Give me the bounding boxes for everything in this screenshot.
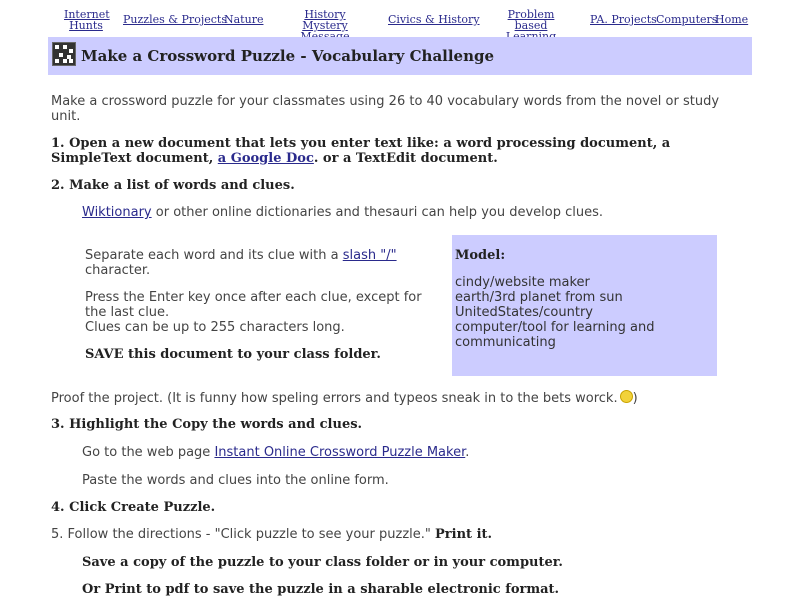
step-5	[51, 527, 771, 542]
proof-text	[51, 390, 771, 406]
wiktionary-text: or other online dictionaries and thesauri can help you develop clues.	[151, 205, 604, 220]
nav-nature[interactable]: Nature	[224, 13, 264, 26]
nav-label: Hunts	[69, 19, 103, 32]
nav-label: Problem based	[507, 8, 555, 32]
model-line: UnitedStates/country	[455, 305, 593, 320]
title-banner	[48, 37, 752, 75]
step-1	[51, 136, 771, 166]
step-1-text: SimpleText document,	[51, 151, 218, 166]
step-1-text: . or a TextEdit document.	[313, 151, 498, 166]
save-document-instruction: SAVE this document to your class folder.	[85, 347, 381, 362]
crossword-grid-icon	[52, 42, 76, 66]
clue-limit-text: Clues can be up to 255 characters long.	[85, 320, 345, 335]
goto-text: .	[465, 445, 470, 460]
intro-text	[51, 94, 751, 124]
separate-text: Separate each word and its clue with a	[85, 248, 343, 263]
intro-line: Make a crossword puzzle for your classmates using 26 to 40 vocabulary words from the novel or study	[51, 94, 720, 109]
nav-label: History Mystery	[302, 8, 348, 32]
enter-instruction	[85, 290, 445, 335]
proof-line: Proof the project. (It is funny how speling errors and typeos sneak in to the bets worck.	[51, 391, 618, 406]
enter-text: the last clue.	[85, 305, 170, 320]
nav-civics-history[interactable]: Civics & History	[388, 13, 480, 26]
intro-line: unit.	[51, 109, 81, 124]
step-5-text: 5. Follow the directions - "Click puzzle to see your puzzle."	[51, 527, 436, 542]
step-3: 3. Highlight the Copy the words and clues.	[51, 417, 363, 432]
model-line: computer/tool for learning and	[455, 320, 655, 335]
model-line: earth/3rd planet from sun	[455, 290, 623, 305]
print-pdf-instruction: Or Print to pdf to save the puzzle in a sharable electronic format.	[82, 582, 560, 597]
wiktionary-tip	[82, 205, 603, 220]
nav-home[interactable]: Home	[715, 13, 749, 26]
separate-instruction	[85, 248, 435, 278]
top-navigation	[0, 6, 800, 36]
goto-instruction	[82, 445, 469, 460]
smiley-icon	[620, 390, 633, 403]
wiktionary-link[interactable]: Wiktionary	[82, 205, 152, 220]
page-title: Make a Crossword Puzzle - Vocabulary Challenge	[81, 47, 495, 65]
nav-computers[interactable]: Computers	[656, 13, 718, 26]
save-copy-instruction: Save a copy of the puzzle to your class folder or in your computer.	[82, 555, 563, 570]
goto-text: Go to the web page	[82, 445, 215, 460]
crossword-maker-link[interactable]: Instant Online Crossword Puzzle Maker	[214, 445, 466, 460]
proof-close: )	[632, 391, 638, 406]
nav-pa-projects[interactable]: PA. Projects	[590, 13, 657, 26]
print-it-text: Print it.	[435, 527, 493, 542]
nav-internet-hunts[interactable]	[64, 9, 108, 31]
slash-link[interactable]: slash "/"	[342, 248, 397, 263]
model-line: cindy/website maker	[455, 275, 590, 290]
step-1-line: 1. Open a new document that lets you enter text like: a word processing document, a	[51, 136, 671, 151]
nav-puzzles-projects[interactable]: Puzzles & Projects	[123, 13, 227, 26]
google-doc-link[interactable]: a Google Doc	[217, 151, 314, 166]
model-line: communicating	[455, 335, 556, 350]
separate-text: character.	[85, 263, 151, 278]
nav-label: Internet	[64, 8, 110, 21]
step-2: 2. Make a list of words and clues.	[51, 178, 295, 193]
enter-text: Press the Enter key once after each clue, except for	[85, 290, 422, 305]
step-4: 4. Click Create Puzzle.	[51, 500, 216, 515]
model-example-box	[452, 235, 717, 376]
paste-instruction: Paste the words and clues into the online form.	[82, 473, 389, 488]
model-title: Model:	[455, 248, 506, 263]
